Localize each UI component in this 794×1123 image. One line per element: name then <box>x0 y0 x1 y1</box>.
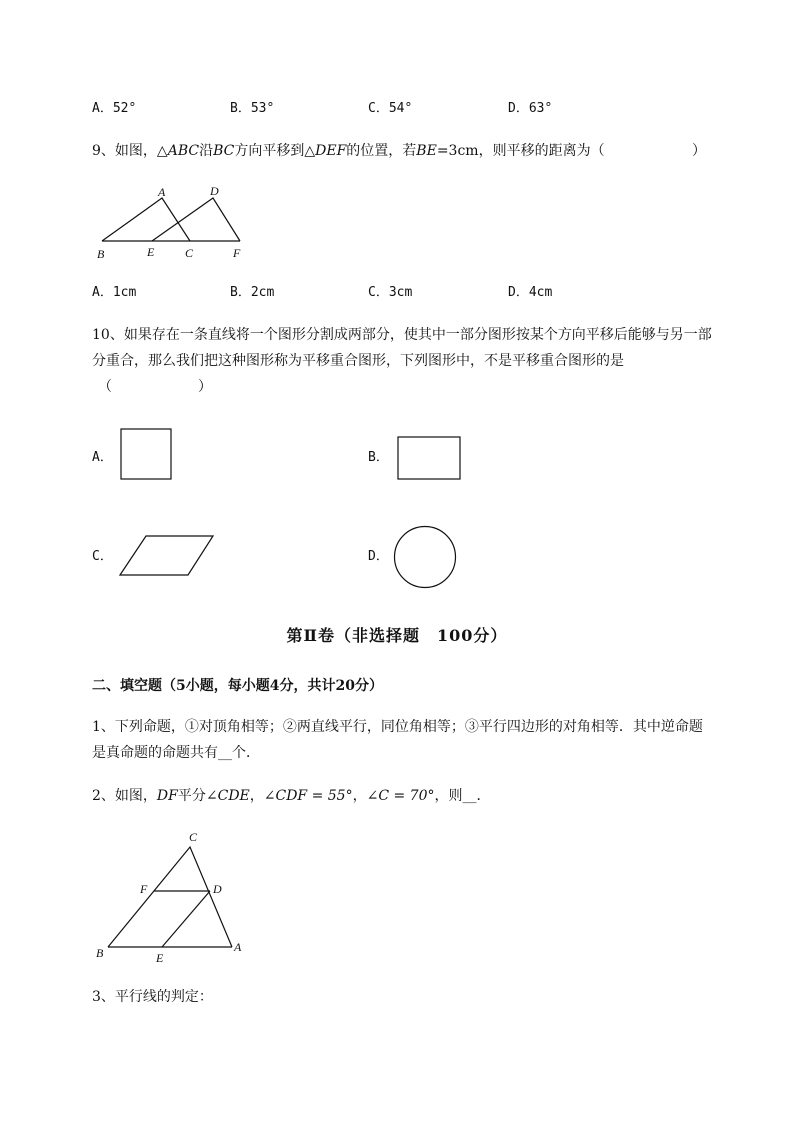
q10-rectangle-figure <box>397 436 463 482</box>
label-d: D <box>213 882 222 896</box>
q9-option-a: A．1cm <box>92 285 137 300</box>
q10-open-paren: （ <box>98 379 112 395</box>
triangle-def <box>152 198 240 241</box>
q9-translation-figure <box>92 180 252 265</box>
label-e: E <box>156 951 164 965</box>
f2-triangle-figure <box>92 825 257 965</box>
f1-line1: 1、下列命题，①对顶角相等；②两直线平行，同位角相等；③平行四边形的对角相等．其中逆命题 <box>92 719 703 735</box>
label-b: B <box>97 247 105 261</box>
q9-stem: 9、如图，△ABC沿BC方向平移到△DEF的位置，若BE=3cm，则平移的距离为（ <box>92 143 605 159</box>
q9-close-paren: ） <box>692 143 706 159</box>
f2-stem: 2、如图，DF平分∠CDE，∠CDF = 55°，∠C = 70°，则__． <box>92 788 491 804</box>
q8-option-c: C．54° <box>368 101 413 116</box>
segment-de <box>162 891 210 947</box>
q10-option-d-label: D． <box>368 549 389 564</box>
f1-line2: 是真命题的命题共有__个． <box>92 745 260 761</box>
label-a: A <box>158 185 166 199</box>
section2-heading: 二、填空题（5小题，每小题4分，共计20分） <box>92 678 383 694</box>
rectangle-shape <box>398 437 460 479</box>
f2-answer-blank[interactable]: __ <box>462 788 477 804</box>
q8-option-b: B．53° <box>230 101 275 116</box>
label-b: B <box>96 946 104 960</box>
square-shape <box>121 429 171 479</box>
q10-stem-line2: 分重合，那么我们把这种图形称为平移重合图形，下列图形中，不是平移重合图形的是 <box>92 353 624 369</box>
q10-option-c-label: C． <box>92 549 113 564</box>
label-e: E <box>147 245 155 259</box>
label-f: F <box>140 882 148 896</box>
label-c: C <box>185 246 194 260</box>
q10-close-paren: ） <box>198 379 212 395</box>
f3-stem: 3、平行线的判定： <box>92 989 213 1005</box>
q8-option-a: A．52° <box>92 101 137 116</box>
label-a: A <box>234 940 242 954</box>
triangle-bca <box>108 847 232 947</box>
parallelogram-shape <box>120 536 213 575</box>
label-c: C <box>189 830 198 844</box>
q10-stem-line1: 10、如果存在一条直线将一个图形分割成两部分，使其中一部分图形按某个方向平移后能够与另一部 <box>92 327 712 343</box>
triangle-abc <box>102 198 190 241</box>
q9-option-d: D．4cm <box>508 285 553 300</box>
q9-option-c: C．3cm <box>368 285 413 300</box>
label-f: F <box>233 246 241 260</box>
label-d: D <box>210 184 219 198</box>
part2-title: 第Ⅱ卷（非选择题 100分） <box>286 626 508 645</box>
q10-circle-figure <box>392 525 458 591</box>
q9-option-b: B．2cm <box>230 285 275 300</box>
q8-option-d: D．63° <box>508 101 553 116</box>
circle-shape <box>395 527 456 588</box>
q10-option-a-label: A． <box>92 450 113 465</box>
q10-parallelogram-figure <box>118 534 216 578</box>
q10-option-b-label: B． <box>368 450 389 465</box>
q10-square-figure <box>120 428 174 482</box>
